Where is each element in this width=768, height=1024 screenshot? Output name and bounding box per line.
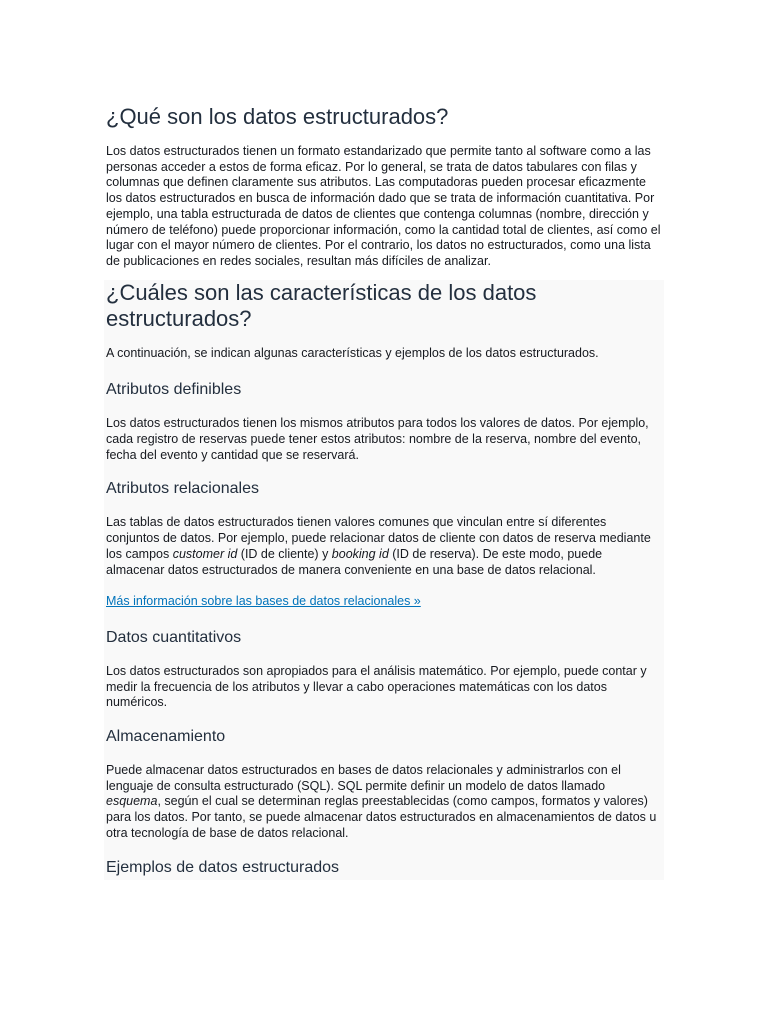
heading-datos-cuantitativos: Datos cuantitativos	[106, 628, 242, 646]
section-what-is	[106, 104, 662, 270]
heading-atributos-relacionales: Atributos relacionales	[106, 480, 259, 498]
relational-databases-link[interactable]: Más información sobre las bases de datos relacionales »	[106, 594, 421, 609]
term-esquema: esquema	[106, 794, 158, 809]
section-title-what-is: ¿Qué son los datos estructurados?	[106, 104, 449, 129]
section-body-what-is: Los datos estructurados tienen un formato estandarizado que permite tanto al software como a las personas acceder a estos de forma eficaz. Por lo general, se trata de datos tabulares con filas y columnas que definen claramente sus atributos. Las computadoras pueden procesar eficazmente los datos estructurados en busca de información dado que se trata de información cuantitativa. Por ejemplo, una tabla estructurada de datos de clientes que contenga columnas (nombre, dirección y número de teléfono) puede proporcionar información, como la cantidad total de clientes, así como el lugar con el mayor número de clientes. Por el contrario, los datos no estructurados, como una lista de publicaciones en redes sociales, resultan más difíciles de analizar.	[106, 144, 661, 268]
body-datos-cuantitativos: Los datos estructurados son apropiados para el análisis matemático. Por ejemplo, puede contar y medir la frecuencia de los atributos y llevar a cabo operaciones matemáticas con los datos numéricos.	[106, 663, 647, 710]
heading-atributos-definibles: Atributos definibles	[106, 381, 242, 399]
almacenamiento-text-2: , según el cual se determinan reglas preestablecidas (como campos, formatos y valores) para los datos. Por tanto, se puede almacenar datos estructurados en almacenamientos de datos u otra tecnología de base de datos relacional.	[106, 794, 657, 840]
section-characteristics	[104, 280, 664, 880]
relacionales-text-3: (ID de reserva). De este modo, puede almacenar datos estructurados de manera conveniente en una base de datos relacional.	[106, 546, 603, 577]
term-booking-id: booking id	[331, 546, 389, 561]
body-almacenamiento	[106, 763, 662, 842]
link-paragraph	[106, 594, 662, 610]
section-title-characteristics: ¿Cuáles son las características de los datos estructurados?	[106, 279, 537, 331]
heading-almacenamiento: Almacenamiento	[106, 728, 226, 746]
section-intro-characteristics: A continuación, se indican algunas características y ejemplos de los datos estructurados.	[106, 345, 599, 360]
article	[106, 104, 662, 880]
relacionales-text-2: (ID de cliente) y	[237, 546, 332, 561]
body-atributos-definibles: Los datos estructurados tienen los mismos atributos para todos los valores de datos. Por ejemplo, cada registro de reservas puede tener estos atributos: nombre de la reserva, nombre del evento, fecha del evento y cantidad que se reservará.	[106, 416, 649, 462]
term-customer-id: customer id	[172, 546, 238, 561]
heading-ejemplos: Ejemplos de datos estructurados	[106, 858, 340, 876]
body-atributos-relacionales	[106, 515, 662, 578]
relacionales-text-1: Las tablas de datos estructurados tienen valores comunes que vinculan entre sí diferentes conjuntos de datos. Por ejemplo, puede relacionar datos de cliente con datos de reserva mediante los campos	[106, 515, 651, 561]
almacenamiento-text-1: Puede almacenar datos estructurados en bases de datos relacionales y administrarlos con el lenguaje de consulta estructurado (SQL). SQL permite definir un modelo de datos llamado	[106, 763, 621, 793]
